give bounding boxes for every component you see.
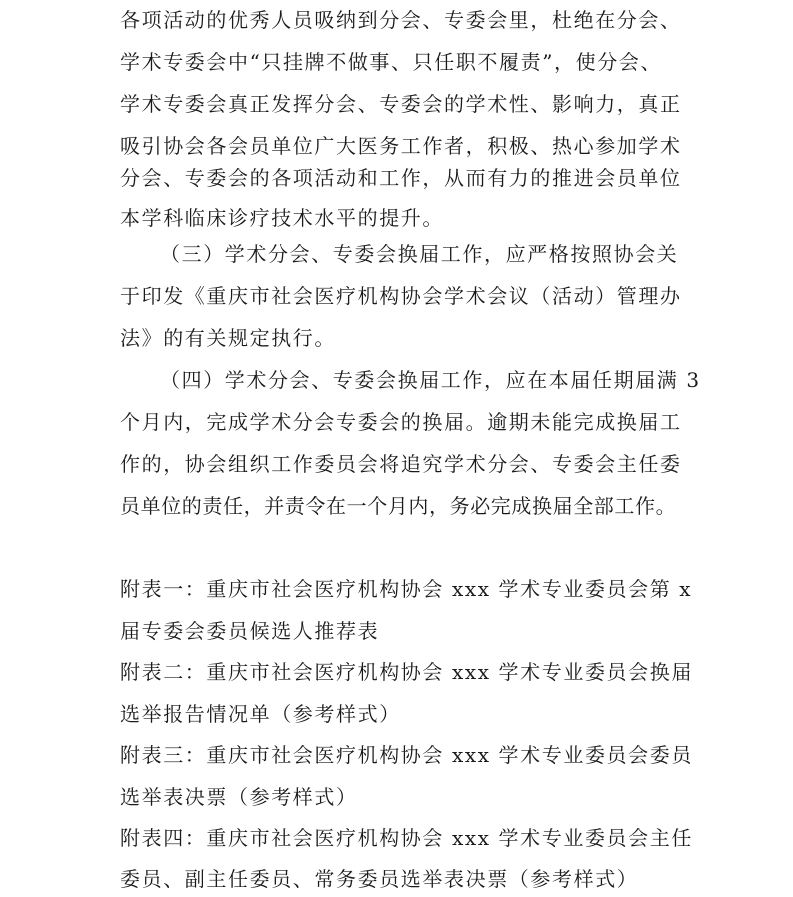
body-text-line: 学术专委会真正发挥分会、专委会的学术性、影响力，真正 [120, 92, 682, 116]
body-text-line: 员单位的责任，并责令在一个月内，务必完成换届全部工作。 [120, 494, 677, 518]
attachment-four-subtitle: 委员、副主任委员、常务委员选举表决票（参考样式） [120, 867, 639, 891]
attachment-three-title: 附表三：重庆市社会医疗机构协会 xxx 学术专业委员会委员 [120, 743, 693, 767]
section-four-line: （四）学术分会、专委会换届工作，应在本届任期届满 3 [160, 368, 701, 392]
attachment-one-title: 附表一：重庆市社会医疗机构协会 xxx 学术专业委员会第 x [120, 577, 693, 601]
attachment-two-title: 附表二：重庆市社会医疗机构协会 xxx 学术专业委员会换届 [120, 660, 693, 684]
attachment-two-subtitle: 选举报告情况单（参考样式） [120, 702, 401, 726]
body-text-line: 本学科临床诊疗技术水平的提升。 [120, 206, 444, 230]
body-text-line: 作的，协会组织工作委员会将追究学术分会、专委会主任委 [120, 452, 682, 476]
body-text-line: 各项活动的优秀人员吸纳到分会、专委会里，杜绝在分会、 [120, 8, 682, 32]
attachment-three-subtitle: 选举表决票（参考样式） [120, 785, 358, 809]
body-text-line: 法》的有关规定执行。 [120, 326, 336, 350]
body-text-line: 吸引协会各会员单位广大医务工作者，积极、热心参加学术 [120, 134, 682, 158]
body-text-line: 于印发《重庆市社会医疗机构协会学术会议（活动）管理办 [120, 284, 682, 308]
section-three-line: （三）学术分会、专委会换届工作，应严格按照协会关 [160, 242, 679, 266]
body-text-line: 分会、专委会的各项活动和工作，从而有力的推进会员单位 [120, 166, 682, 190]
body-text-line: 个月内，完成学术分会专委会的换届。逾期未能完成换届工 [120, 410, 682, 434]
attachment-one-subtitle: 届专委会委员候选人推荐表 [120, 619, 380, 643]
attachment-four-title: 附表四：重庆市社会医疗机构协会 xxx 学术专业委员会主任 [120, 826, 693, 850]
body-text-line: 学术专委会中“只挂牌不做事、只任职不履责”，使分会、 [120, 50, 663, 74]
